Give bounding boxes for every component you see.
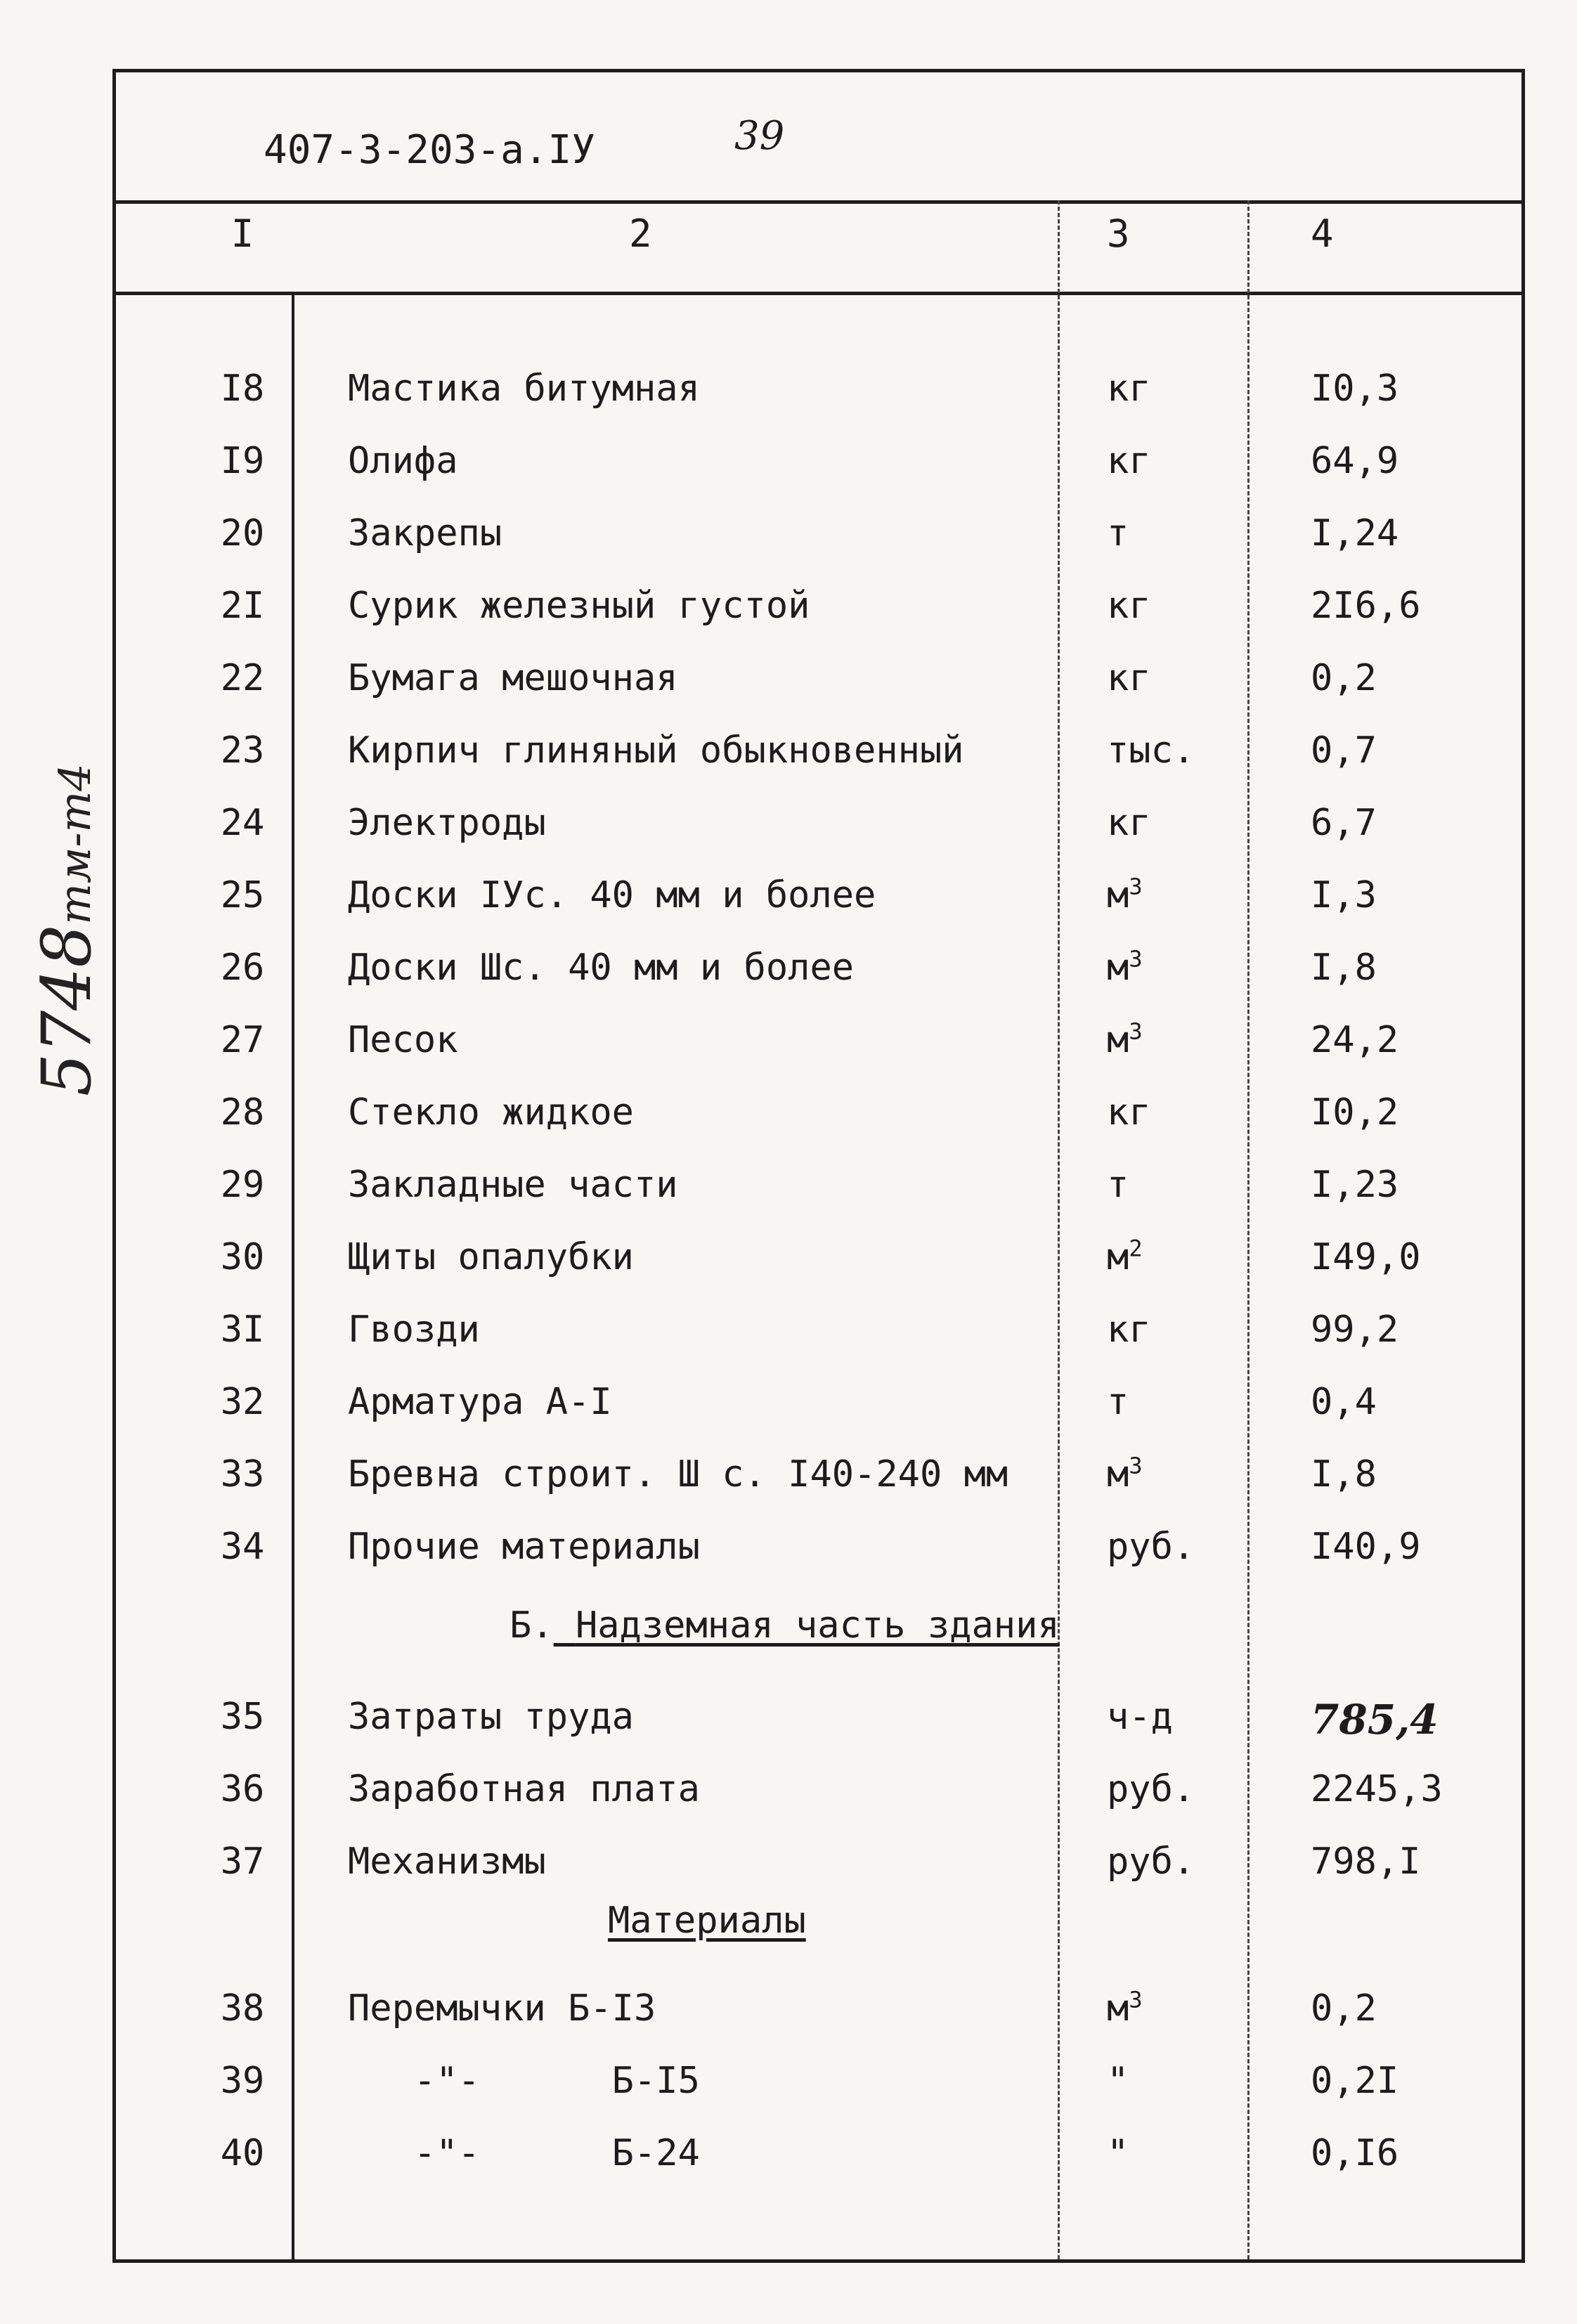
row-unit: руб. [1107,1841,1195,1883]
table-row [116,874,1521,947]
row-item-name: Арматура А-I [348,1381,612,1423]
row-item-name: Закладные части [348,1164,678,1206]
row-quantity: 798,I [1311,1841,1421,1883]
row-item-name: Сурик железный густой [348,585,810,627]
margin-note-main: 5748 [27,924,106,1096]
table-row [116,1381,1521,1453]
row-unit: кг [1107,1091,1151,1134]
column-header-2: 2 [629,212,652,256]
row-quantity: 0,2 [1311,1987,1377,2030]
row-number: 36 [220,1768,265,1810]
table-row [116,802,1521,874]
column-header-1: I [231,212,254,256]
margin-note-suffix: тм-т4 [49,763,100,925]
row-quantity: 0,I6 [1311,2132,1399,2174]
row-number: 34 [220,1526,265,1568]
row-unit: $м^3$ [1107,1986,1143,2030]
row-quantity: I0,2 [1311,1091,1399,1134]
row-item-name: Олифа [348,440,458,482]
row-quantity: 0,2I [1311,2060,1399,2102]
row-item-name: Мастика битумная [348,368,700,410]
row-number: 33 [220,1453,265,1495]
table-row [116,1019,1521,1091]
margin-handwritten-note [25,759,109,1096]
header-divider [116,200,1521,204]
row-number: 35 [220,1696,265,1738]
row-item-name: Бревна строит. Ш с. I40-240 мм [348,1453,1008,1495]
row-unit: тыс. [1107,729,1195,772]
row-unit: " [1107,2060,1129,2102]
column-header-divider [116,292,1521,295]
row-item-name: -"- Б-I5 [348,2060,700,2102]
row-number: 3I [220,1309,265,1351]
row-number: I9 [220,440,265,482]
row-unit: кг [1107,440,1151,482]
row-unit: " [1107,2132,1129,2174]
document-code: 407-3-203-а.IУ [264,127,596,173]
row-quantity: I,23 [1311,1164,1399,1206]
row-unit: $м^3$ [1107,1018,1143,1061]
unit-exponent: 3 [1129,1452,1143,1479]
row-quantity: I49,0 [1311,1236,1421,1278]
table-row [116,1841,1521,1913]
table-row [116,947,1521,1019]
row-unit: кг [1107,802,1151,844]
table-row [116,1309,1521,1381]
row-quantity: I,8 [1311,1453,1377,1495]
row-unit: $м^3$ [1107,873,1143,916]
row-number: 40 [220,2132,265,2174]
unit-exponent: 3 [1129,1986,1143,2013]
row-item-name: Заработная плата [348,1768,700,1810]
section-b-title [510,1604,1060,1647]
row-quantity: I40,9 [1311,1526,1421,1568]
table-row [116,585,1521,657]
row-quantity: I,3 [1311,874,1377,916]
row-number: 29 [220,1164,265,1206]
row-unit: $м^3$ [1107,1452,1143,1495]
row-quantity: I,8 [1311,947,1377,989]
row-unit: кг [1107,657,1151,699]
row-number: 24 [220,802,265,844]
row-item-name: Затраты труда [348,1696,634,1738]
row-quantity: 64,9 [1311,440,1399,482]
row-quantity: I0,3 [1311,368,1399,410]
table-row [116,2132,1521,2205]
table-row [116,1164,1521,1236]
row-number: 30 [220,1236,265,1278]
row-number: 22 [220,657,265,699]
row-item-name: Стекло жидкое [348,1091,634,1134]
row-number: 26 [220,947,265,989]
row-item-name: Доски IУс. 40 мм и более [348,874,876,916]
row-quantity: 785,4 [1311,1696,1439,1744]
row-number: I8 [220,368,265,410]
row-quantity: 99,2 [1311,1309,1399,1351]
row-number: 23 [220,729,265,772]
row-item-name: Перемычки Б-I3 [348,1987,656,2030]
table-row [116,729,1521,802]
unit-exponent: 3 [1129,1018,1143,1045]
row-number: 39 [220,2060,265,2102]
section-b-name: Надземная часть здания [575,1604,1060,1647]
table-row [116,1526,1521,1598]
row-item-name: Электроды [348,802,546,844]
row-unit: руб. [1107,1526,1195,1568]
table-frame [112,69,1525,2263]
materials-heading: Материалы [608,1900,806,1942]
row-number: 28 [220,1091,265,1134]
row-unit: ч-д [1107,1696,1173,1738]
row-unit: $м^2$ [1107,1235,1143,1278]
row-item-name: Доски Шс. 40 мм и более [348,947,855,989]
row-unit: т [1107,1164,1129,1206]
row-quantity: 0,4 [1311,1381,1377,1423]
row-item-name: Кирпич глиняный обыкновенный [348,729,964,772]
row-quantity: I,24 [1311,512,1399,554]
table-row [116,1696,1521,1768]
row-item-name: Прочие материалы [348,1526,700,1568]
table-row [116,512,1521,585]
row-unit: руб. [1107,1768,1195,1810]
row-unit: $м^3$ [1107,945,1143,989]
table-row [116,2060,1521,2132]
column-header-3: 3 [1107,212,1130,256]
page-number: 39 [734,113,785,159]
table-row [116,1453,1521,1526]
row-number: 32 [220,1381,265,1423]
row-unit: кг [1107,585,1151,627]
row-item-name: -"- Б-24 [348,2132,700,2174]
unit-exponent: 3 [1129,945,1143,973]
table-row [116,1236,1521,1309]
row-quantity: 24,2 [1311,1019,1399,1061]
row-item-name: Бумага мешочная [348,657,678,699]
table-row [116,1987,1521,2060]
row-number: 2I [220,585,265,627]
table-row [116,440,1521,512]
row-number: 37 [220,1841,265,1883]
row-number: 38 [220,1987,265,2030]
row-item-name: Песок [348,1019,458,1061]
row-quantity: 0,2 [1311,657,1377,699]
row-unit: т [1107,1381,1129,1423]
row-item-name: Щиты опалубки [348,1236,634,1278]
table-row [116,1768,1521,1841]
table-row [116,1091,1521,1164]
table-row [116,657,1521,729]
row-item-name: Закрепы [348,512,502,554]
row-quantity: 2I6,6 [1311,585,1421,627]
row-number: 20 [220,512,265,554]
column-header-4: 4 [1311,212,1334,256]
table-row [116,368,1521,440]
row-unit: кг [1107,368,1151,410]
row-number: 27 [220,1019,265,1061]
row-quantity: 2245,3 [1311,1768,1443,1810]
row-item-name: Механизмы [348,1841,546,1883]
row-quantity: 6,7 [1311,802,1377,844]
row-item-name: Гвозди [348,1309,480,1351]
section-b-prefix: Б. [510,1604,554,1647]
unit-exponent: 2 [1129,1235,1143,1262]
row-unit: т [1107,512,1129,554]
row-unit: кг [1107,1309,1151,1351]
row-number: 25 [220,874,265,916]
unit-exponent: 3 [1129,873,1143,900]
row-quantity: 0,7 [1311,729,1377,772]
